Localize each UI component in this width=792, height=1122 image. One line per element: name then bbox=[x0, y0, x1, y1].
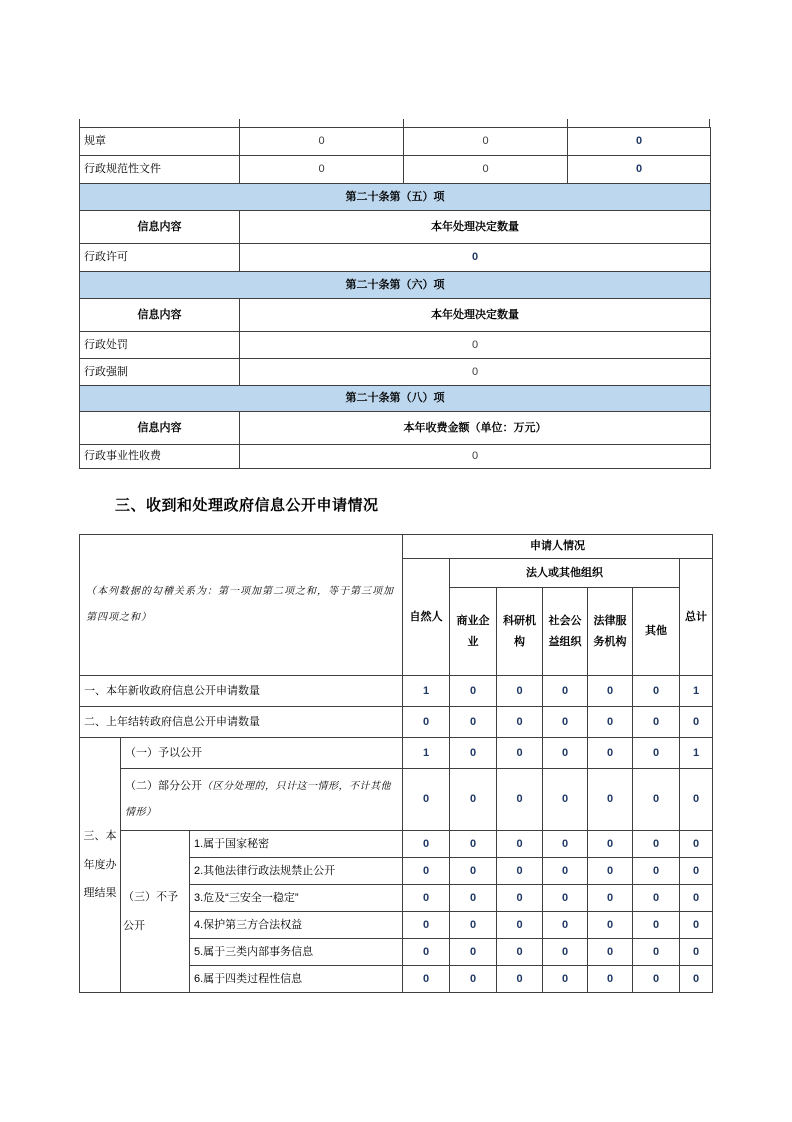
row-label-cell: 1.属于国家秘密 bbox=[190, 831, 403, 858]
table-row bbox=[80, 359, 711, 386]
value-cell: 0 bbox=[497, 738, 543, 769]
value-cell: 0 bbox=[543, 885, 588, 912]
value-cell: 0 bbox=[633, 769, 680, 831]
info-header-cell: 信息内容 bbox=[80, 299, 240, 332]
row-label-cell bbox=[121, 769, 403, 831]
value-cell: 0 bbox=[403, 912, 450, 939]
table-continuation-line bbox=[239, 119, 240, 127]
value-cell: 0 bbox=[543, 738, 588, 769]
value-cell: 0 bbox=[633, 676, 680, 707]
section-band-row bbox=[80, 184, 711, 211]
value-cell: 0 bbox=[680, 831, 713, 858]
note-cell: （本列数据的勾稽关系为：第一项加第二项之和，等于第三项加第四项之和） bbox=[80, 535, 403, 676]
value-cell: 0 bbox=[588, 707, 633, 738]
group-label-cell: 三、本年度办理结果 bbox=[80, 738, 121, 993]
row-label-cell: 3.危及“三安全一稳定” bbox=[190, 885, 403, 912]
table-row bbox=[80, 676, 713, 707]
row-label-text: （二）部分公开 bbox=[125, 780, 202, 793]
value-cell: 0 bbox=[633, 885, 680, 912]
table-continuation-line bbox=[709, 119, 710, 127]
value-cell: 0 bbox=[680, 912, 713, 939]
table-row bbox=[80, 299, 711, 332]
value-cell: 1 bbox=[403, 738, 450, 769]
value-cell: 0 bbox=[403, 707, 450, 738]
value-cell: 0 bbox=[240, 128, 404, 156]
table-continuation-line bbox=[79, 119, 80, 127]
info-header-cell: 本年处理决定数量 bbox=[240, 299, 711, 332]
value-cell: 0 bbox=[588, 676, 633, 707]
row-label-cell: 4.保护第三方合法权益 bbox=[190, 912, 403, 939]
section-heading: 三、收到和处理政府信息公开申请情况 bbox=[115, 497, 379, 514]
value-cell: 0 bbox=[497, 912, 543, 939]
value-cell: 0 bbox=[450, 738, 497, 769]
subgroup-label-cell: （三）不予公开 bbox=[121, 831, 190, 993]
table-row bbox=[80, 738, 713, 769]
row-label-cell: 行政处罚 bbox=[80, 332, 240, 359]
column-header-legal-org: 法人或其他组织 bbox=[450, 559, 680, 588]
value-cell: 0 bbox=[588, 769, 633, 831]
value-cell: 0 bbox=[543, 769, 588, 831]
value-cell: 0 bbox=[240, 244, 711, 272]
table-row bbox=[80, 332, 711, 359]
info-header-cell: 本年处理决定数量 bbox=[240, 211, 711, 244]
value-cell: 0 bbox=[240, 156, 404, 184]
value-cell: 0 bbox=[403, 885, 450, 912]
column-header-total: 总计 bbox=[680, 559, 713, 676]
value-cell: 0 bbox=[403, 858, 450, 885]
value-cell: 0 bbox=[497, 939, 543, 966]
value-cell: 0 bbox=[633, 939, 680, 966]
table-row bbox=[80, 128, 711, 156]
value-cell: 0 bbox=[568, 156, 711, 184]
info-header-cell: 信息内容 bbox=[80, 211, 240, 244]
value-cell: 0 bbox=[240, 332, 711, 359]
table-row bbox=[80, 831, 713, 858]
column-header-other: 其他 bbox=[633, 588, 680, 676]
table-row bbox=[80, 244, 711, 272]
value-cell: 0 bbox=[450, 885, 497, 912]
value-cell: 0 bbox=[588, 858, 633, 885]
column-header-natural-person: 自然人 bbox=[403, 559, 450, 676]
section-band-row bbox=[80, 386, 711, 412]
value-cell: 0 bbox=[497, 831, 543, 858]
value-cell: 0 bbox=[680, 707, 713, 738]
row-label-note: （区分处理的，只计这一情形，不计其他情形） bbox=[125, 781, 391, 818]
value-cell: 0 bbox=[240, 359, 711, 386]
value-cell: 0 bbox=[497, 676, 543, 707]
table-row bbox=[80, 156, 711, 184]
value-cell: 0 bbox=[680, 939, 713, 966]
value-cell: 0 bbox=[588, 912, 633, 939]
value-cell: 0 bbox=[497, 707, 543, 738]
value-cell: 0 bbox=[633, 831, 680, 858]
value-cell: 0 bbox=[450, 831, 497, 858]
info-header-cell: 本年收费金额（单位：万元） bbox=[240, 412, 711, 445]
section-band: 第二十条第（八）项 bbox=[80, 386, 711, 412]
value-cell: 0 bbox=[450, 966, 497, 993]
value-cell: 1 bbox=[680, 738, 713, 769]
row-label-cell: 行政事业性收费 bbox=[80, 445, 240, 469]
row-label-cell: 行政规范性文件 bbox=[80, 156, 240, 184]
value-cell: 0 bbox=[543, 912, 588, 939]
value-cell: 0 bbox=[588, 939, 633, 966]
table-row bbox=[80, 445, 711, 469]
value-cell: 0 bbox=[450, 858, 497, 885]
column-header-legal-svc: 法律服务机构 bbox=[588, 588, 633, 676]
value-cell: 0 bbox=[633, 912, 680, 939]
table-continuation-line bbox=[567, 119, 568, 127]
row-label-cell: 6.属于四类过程性信息 bbox=[190, 966, 403, 993]
value-cell: 0 bbox=[633, 966, 680, 993]
table-row bbox=[80, 412, 711, 445]
row-label-cell: 行政强制 bbox=[80, 359, 240, 386]
applicant-title-cell: 申请人情况 bbox=[403, 535, 713, 559]
value-cell: 0 bbox=[403, 966, 450, 993]
value-cell: 0 bbox=[450, 769, 497, 831]
column-header-business: 商业企业 bbox=[450, 588, 497, 676]
info-header-cell: 信息内容 bbox=[80, 412, 240, 445]
value-cell: 0 bbox=[543, 676, 588, 707]
table-continuation-line bbox=[403, 119, 404, 127]
value-cell: 0 bbox=[568, 128, 711, 156]
value-cell: 0 bbox=[240, 445, 711, 469]
value-cell: 0 bbox=[633, 738, 680, 769]
value-cell: 0 bbox=[450, 912, 497, 939]
table-row bbox=[80, 211, 711, 244]
value-cell: 1 bbox=[403, 676, 450, 707]
row-label-cell: 5.属于三类内部事务信息 bbox=[190, 939, 403, 966]
section-band-row bbox=[80, 272, 711, 299]
value-cell: 0 bbox=[497, 966, 543, 993]
value-cell: 0 bbox=[497, 858, 543, 885]
row-label-cell: 规章 bbox=[80, 128, 240, 156]
value-cell: 0 bbox=[404, 128, 568, 156]
value-cell: 0 bbox=[680, 858, 713, 885]
value-cell: 0 bbox=[543, 858, 588, 885]
column-header-research: 科研机构 bbox=[497, 588, 543, 676]
value-cell: 0 bbox=[450, 707, 497, 738]
row-label-cell: （一）予以公开 bbox=[121, 738, 403, 769]
value-cell: 0 bbox=[403, 831, 450, 858]
row-label-cell: 一、本年新收政府信息公开申请数量 bbox=[80, 676, 403, 707]
value-cell: 0 bbox=[497, 769, 543, 831]
value-cell: 0 bbox=[450, 676, 497, 707]
value-cell: 0 bbox=[588, 966, 633, 993]
value-cell: 0 bbox=[680, 885, 713, 912]
header-row bbox=[80, 535, 713, 559]
value-cell: 0 bbox=[588, 885, 633, 912]
value-cell: 0 bbox=[543, 831, 588, 858]
value-cell: 0 bbox=[680, 966, 713, 993]
value-cell: 0 bbox=[403, 769, 450, 831]
column-header-social: 社会公益组织 bbox=[543, 588, 588, 676]
value-cell: 0 bbox=[403, 939, 450, 966]
section-band: 第二十条第（五）项 bbox=[80, 184, 711, 211]
value-cell: 0 bbox=[543, 939, 588, 966]
table-row bbox=[80, 707, 713, 738]
row-label-cell: 二、上年结转政府信息公开申请数量 bbox=[80, 707, 403, 738]
value-cell: 0 bbox=[497, 885, 543, 912]
row-label-cell: 2.其他法律行政法规禁止公开 bbox=[190, 858, 403, 885]
value-cell: 0 bbox=[633, 707, 680, 738]
value-cell: 0 bbox=[450, 939, 497, 966]
value-cell: 1 bbox=[680, 676, 713, 707]
value-cell: 0 bbox=[680, 769, 713, 831]
table-row bbox=[80, 769, 713, 831]
section20-table bbox=[79, 127, 711, 469]
application-table bbox=[79, 534, 713, 993]
value-cell: 0 bbox=[404, 156, 568, 184]
section-band: 第二十条第（六）项 bbox=[80, 272, 711, 299]
value-cell: 0 bbox=[633, 858, 680, 885]
row-label-cell: 行政许可 bbox=[80, 244, 240, 272]
value-cell: 0 bbox=[543, 966, 588, 993]
value-cell: 0 bbox=[543, 707, 588, 738]
value-cell: 0 bbox=[588, 738, 633, 769]
value-cell: 0 bbox=[588, 831, 633, 858]
